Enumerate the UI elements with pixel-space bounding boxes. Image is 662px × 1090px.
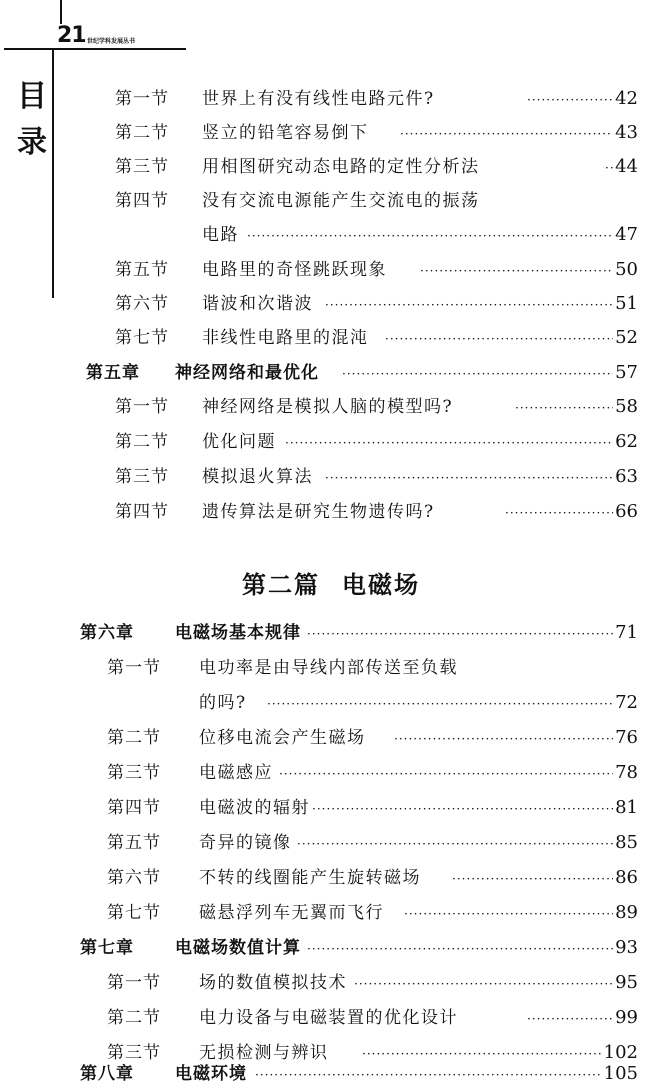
- leader-and-page: [385, 323, 638, 354]
- leader-and-page: [452, 863, 638, 894]
- leader-dots: [515, 393, 613, 423]
- section-title: 电功率是由导线内部传送至负载: [199, 658, 458, 678]
- leader-dots: [312, 794, 613, 824]
- page-number: 105: [603, 1063, 638, 1084]
- page-number: 50: [615, 259, 638, 280]
- leader-dots: [325, 463, 613, 493]
- part-label: 第二篇: [242, 571, 320, 599]
- section-number: 第三节: [107, 763, 161, 783]
- section-number: 第三节: [115, 467, 169, 487]
- leader-and-page: [527, 1003, 638, 1034]
- leader-dots: [400, 119, 613, 149]
- logo-sub-text: 世纪学科发展丛书: [87, 38, 136, 45]
- leader-dots: [505, 498, 613, 528]
- section-number: 第五节: [115, 260, 169, 280]
- toc-entry[interactable]: [115, 497, 638, 527]
- toc-entry[interactable]: [107, 758, 638, 788]
- section-title: 位移电流会产生磁场: [199, 728, 366, 748]
- section-title: 用相图研究动态电路的定性分析法: [202, 157, 480, 177]
- page-number: 63: [615, 466, 638, 487]
- section-number: 第一节: [115, 397, 169, 417]
- page-number: 51: [615, 293, 638, 314]
- page-number: 95: [615, 972, 638, 993]
- page-number: 81: [615, 797, 638, 818]
- page-number: 57: [615, 362, 638, 383]
- section-title: 非线性电路里的混沌: [202, 328, 369, 348]
- toc-entry[interactable]: [107, 828, 638, 858]
- section-number: 第四节: [115, 191, 169, 211]
- toc-entry[interactable]: [107, 1003, 638, 1033]
- page-number: 78: [615, 762, 638, 783]
- section-title: 磁悬浮列车无翼而飞行: [199, 903, 384, 923]
- leader-and-page: [354, 968, 638, 999]
- leader-dots: [385, 324, 613, 354]
- leader-dots: [527, 1004, 613, 1034]
- toc-entry[interactable]: [107, 898, 638, 928]
- part-heading: [0, 565, 662, 600]
- section-title: 模拟退火算法: [202, 467, 313, 487]
- section-title: 无损检测与辨识: [199, 1043, 329, 1063]
- section-number: 第六节: [107, 868, 161, 888]
- section-title: 奇异的镜像: [199, 833, 292, 853]
- leader-dots: [394, 724, 613, 754]
- leader-and-page: [307, 618, 638, 649]
- section-number: 第七节: [115, 328, 169, 348]
- toc-entry[interactable]: [107, 793, 638, 823]
- leader-and-page: [605, 152, 638, 183]
- page-number: 89: [615, 902, 638, 923]
- section-title: 电磁感应: [199, 763, 273, 783]
- chapter-entry[interactable]: [80, 1059, 638, 1089]
- page-number: 52: [615, 327, 638, 348]
- section-title: 没有交流电源能产生交流电的振荡: [202, 191, 480, 211]
- section-number: 第二节: [115, 123, 169, 143]
- section-title: 不转的线圈能产生旋转磁场: [199, 868, 421, 888]
- section-number: 第四节: [115, 502, 169, 522]
- section-number: 第三节: [107, 1043, 161, 1063]
- leader-and-page: [515, 392, 638, 423]
- leader-dots: [285, 428, 613, 458]
- leader-and-page: [527, 84, 638, 115]
- toc-entry[interactable]: [115, 118, 638, 148]
- section-title: 优化问题: [202, 432, 276, 452]
- chapter-number: 第七章: [80, 938, 134, 958]
- leader-dots: [452, 864, 613, 894]
- leader-dots: [307, 934, 613, 964]
- section-title: 谐波和次谐波: [202, 294, 313, 314]
- toc-entry[interactable]: [115, 427, 638, 457]
- page-number: 93: [615, 937, 638, 958]
- toc-entry[interactable]: [115, 323, 638, 353]
- chapter-number: 第八章: [80, 1064, 134, 1084]
- page-number: 71: [615, 622, 638, 643]
- section-number: 第一节: [107, 973, 161, 993]
- toc-entry-continued[interactable]: [107, 688, 638, 718]
- leader-dots: [325, 290, 613, 320]
- leader-and-page: [267, 688, 638, 719]
- section-title: 场的数值模拟技术: [199, 973, 347, 993]
- section-title: 神经网络是模拟人脑的模型吗?: [202, 397, 454, 417]
- leader-dots: [527, 85, 613, 115]
- toc-entry[interactable]: [107, 653, 638, 683]
- page-number: 99: [615, 1007, 638, 1028]
- toc-entry[interactable]: [115, 462, 638, 492]
- chapter-title: 电磁环境: [175, 1064, 247, 1084]
- leader-and-page: [342, 358, 638, 389]
- chapter-entry[interactable]: [80, 933, 638, 963]
- section-number: 第二节: [107, 1008, 161, 1028]
- page-number: 76: [615, 727, 638, 748]
- page-number: 43: [615, 122, 638, 143]
- leader-and-page: [404, 898, 638, 929]
- toc-entry[interactable]: [115, 152, 638, 182]
- leader-and-page: [255, 1059, 638, 1090]
- side-label-char: 录: [17, 125, 47, 160]
- page-number: 58: [615, 396, 638, 417]
- page-number: 85: [615, 832, 638, 853]
- section-title: 电路: [202, 225, 239, 245]
- page-number: 66: [615, 501, 638, 522]
- chapter-entry[interactable]: [80, 618, 638, 648]
- leader-dots: [404, 899, 613, 929]
- section-title: 遗传算法是研究生物遗传吗?: [202, 502, 435, 522]
- toc-entry[interactable]: [115, 84, 638, 114]
- section-number: 第五节: [107, 833, 161, 853]
- section-title: 电路里的奇怪跳跃现象: [202, 260, 387, 280]
- contents-side-label: [14, 74, 50, 166]
- section-title: 竖立的铅笔容易倒下: [202, 123, 369, 143]
- leader-and-page: [279, 758, 638, 789]
- leader-and-page: [285, 427, 638, 458]
- page-number: 44: [615, 156, 638, 177]
- leader-dots: [605, 153, 613, 183]
- leader-dots: [255, 1060, 602, 1090]
- leader-and-page: [325, 289, 638, 320]
- chapter-title: 神经网络和最优化: [175, 363, 319, 383]
- section-number: 第三节: [115, 157, 169, 177]
- chapter-title: 电磁场数值计算: [175, 938, 301, 958]
- section-number: 第六节: [115, 294, 169, 314]
- leader-and-page: [297, 828, 638, 859]
- leader-and-page: [394, 723, 638, 754]
- header-horizontal-rule: [4, 48, 186, 50]
- section-title: 世界上有没有线性电路元件?: [202, 89, 435, 109]
- leader-dots: [307, 619, 613, 649]
- toc-entry[interactable]: [107, 968, 638, 998]
- section-title: 电磁波的辐射: [199, 798, 310, 818]
- leader-dots: [420, 256, 613, 286]
- section-number: 第一节: [115, 89, 169, 109]
- section-number: 第二节: [107, 728, 161, 748]
- toc-entry[interactable]: [107, 723, 638, 753]
- chapter-entry[interactable]: [86, 358, 638, 388]
- section-number: 第七节: [107, 903, 161, 923]
- page-number: 47: [615, 224, 638, 245]
- toc-entry[interactable]: [107, 863, 638, 893]
- side-vertical-rule: [52, 48, 54, 298]
- leader-dots: [267, 689, 613, 719]
- leader-and-page: [312, 793, 638, 824]
- leader-and-page: [307, 933, 638, 964]
- toc-entry[interactable]: [115, 392, 638, 422]
- toc-entry[interactable]: [115, 255, 638, 285]
- header-vertical-rule: [60, 0, 62, 24]
- page-number: 86: [615, 867, 638, 888]
- chapter-number: 第六章: [80, 623, 134, 643]
- section-number: 第一节: [107, 658, 161, 678]
- leader-dots: [279, 759, 613, 789]
- leader-dots: [342, 359, 613, 389]
- leader-and-page: [420, 255, 638, 286]
- page-number: 72: [615, 692, 638, 713]
- section-number: 第二节: [115, 432, 169, 452]
- chapter-title: 电磁场基本规律: [175, 623, 301, 643]
- side-label-char: 目: [17, 79, 47, 114]
- leader-dots: [247, 221, 613, 251]
- leader-and-page: [247, 220, 638, 251]
- chapter-number: 第五章: [86, 363, 140, 383]
- section-title: 电力设备与电磁装置的优化设计: [199, 1008, 458, 1028]
- toc-entry[interactable]: [115, 289, 638, 319]
- leader-and-page: [325, 462, 638, 493]
- section-title: 的吗?: [199, 693, 247, 713]
- section-number: 第四节: [107, 798, 161, 818]
- toc-entry-continued[interactable]: [115, 220, 638, 250]
- page-number: 102: [603, 1042, 638, 1063]
- leader-and-page: [505, 497, 638, 528]
- leader-dots: [297, 829, 613, 859]
- part-name: 电磁场: [342, 571, 420, 599]
- page-number: 42: [615, 88, 638, 109]
- page-number: 62: [615, 431, 638, 452]
- logo-main-text: 21: [57, 23, 86, 48]
- leader-dots: [354, 969, 613, 999]
- toc-entry[interactable]: [115, 186, 638, 216]
- leader-and-page: [400, 118, 638, 149]
